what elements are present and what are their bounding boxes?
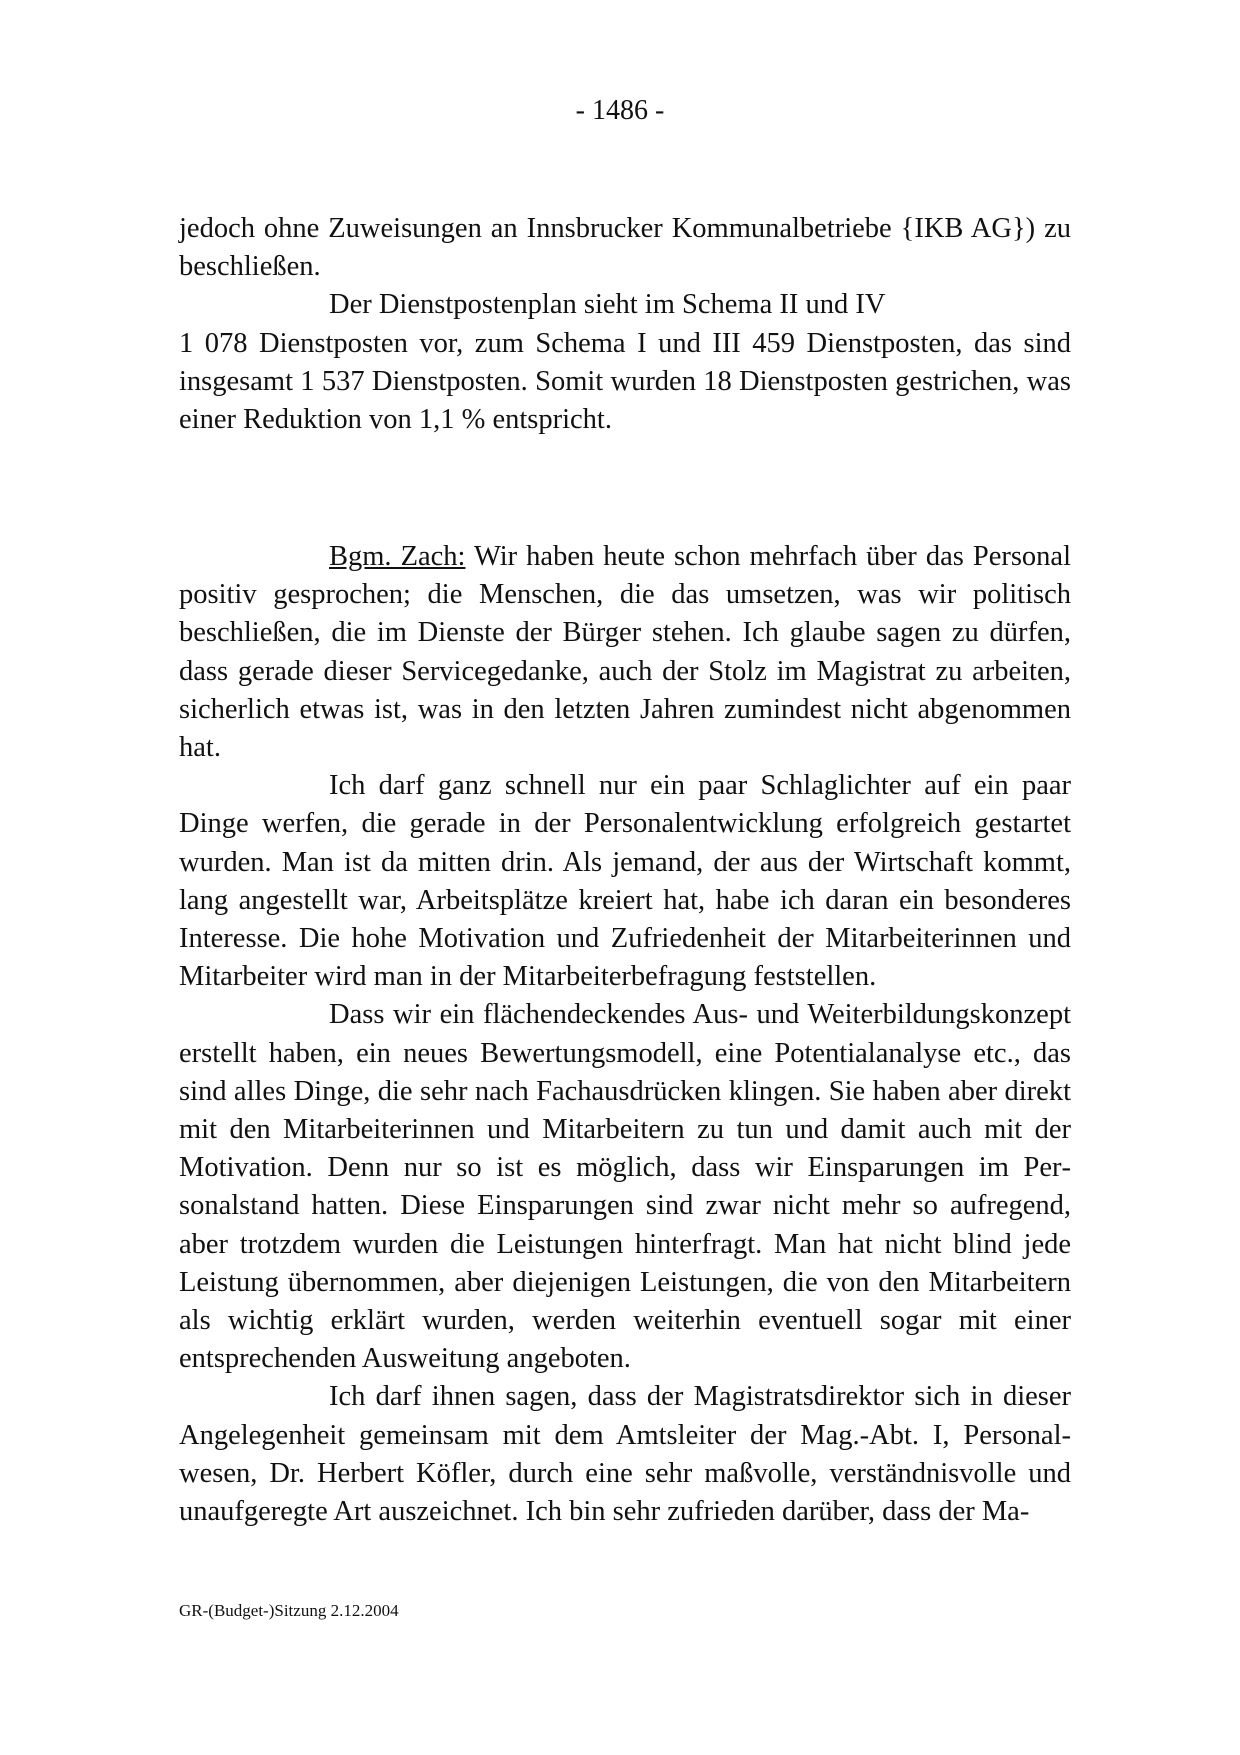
text-block-speech — [179, 538, 1071, 1531]
paragraph: jedoch ohne Zuweisungen an Innsbrucker Kommunalbetriebe {IKB AG}) zu beschließen. — [179, 213, 1071, 283]
speech-paragraph — [179, 538, 1071, 767]
paragraph-indented-line: Der Dienstpostenplan sieht im Schema II und IV — [329, 289, 886, 321]
footer-session-label: GR-(Budget-)Sitzung 2.12.2004 — [179, 1601, 399, 1620]
speech-paragraph: Dass wir ein flächendeckendes Aus- und Weiterbildungskonzept erstellt haben, ein neues Bewertungsmodell, eine Potentialanalyse etc., das sind alles Dinge, die sehr nach Fachausdrücken klingen. Sie haben aber direkt mit den Mitarbeiterinnen und Mitarbeitern zu tun und damit auch mit der Motivation. Denn nur so ist es möglich, dass wir Einsparungen im Personalstand hatten. Diese Einsparungen sind zwar nicht mehr so aufregend, aber trotzdem wurden die Leistungen hinterfragt. Man hat nicht blind jede Leistung übernommen, aber diejenigen Leistungen, die von den Mitarbeitern als wichtig erklärt wurden, werden weiterhin eventuell sogar mit einer entsprechenden Ausweitung angeboten. — [179, 999, 1071, 1375]
speaker-name: Bgm. Zach: — [329, 541, 466, 572]
speech-paragraph: Ich darf ihnen sagen, dass der Magistratsdirektor sich in dieser Angelegenheit gemeinsam mit dem Amtsleiter der Mag.-Abt. I, Personalwesen, Dr. Herbert Köfler, durch eine sehr maßvolle, verständnisvolle und unaufgeregte Art auszeichnet. Ich bin sehr zufrieden darüber, dass der Ma- — [179, 1381, 1071, 1528]
page-number: - 1486 - — [575, 95, 665, 126]
speech-text: Wir haben heute schon mehrfach über das Personal positiv gesprochen; die Menschen, die das umsetzen, was wir politisch beschließen, die im Dienste der Bürger stehen. Ich glaube sagen zu dürfen, dass gerade dieser Servicegedanke, auch der Stolz im Magistrat zu arbeiten, sicherlich etwas ist, was in den letzten Jahren zumindest nicht abgenommen hat. — [179, 541, 1071, 764]
text-block-budget — [179, 210, 1071, 439]
speech-paragraph: Ich darf ganz schnell nur ein paar Schlaglichter auf ein paar Dinge werfen, die gerade in der Personalentwicklung erfolgreich gestartet wurden. Man ist da mitten drin. Als jemand, der aus der Wirtschaft kommt, lang angestellt war, Arbeitsplätze kreiert hat, habe ich daran ein besonderes Interesse. Die hohe Motivation und Zufriedenheit der Mitarbeiterinnen und Mitarbeiter wird man in der Mitarbeiterbefragung feststellen. — [179, 770, 1071, 993]
paragraph: 1 078 Dienstposten vor, zum Schema I und III 459 Dienstposten, das sind insgesamt 1 537 Dienstposten. Somit wurden 18 Dienstposten gestrichen, was einer Reduktion von 1,1 % entspricht. — [179, 327, 1071, 436]
